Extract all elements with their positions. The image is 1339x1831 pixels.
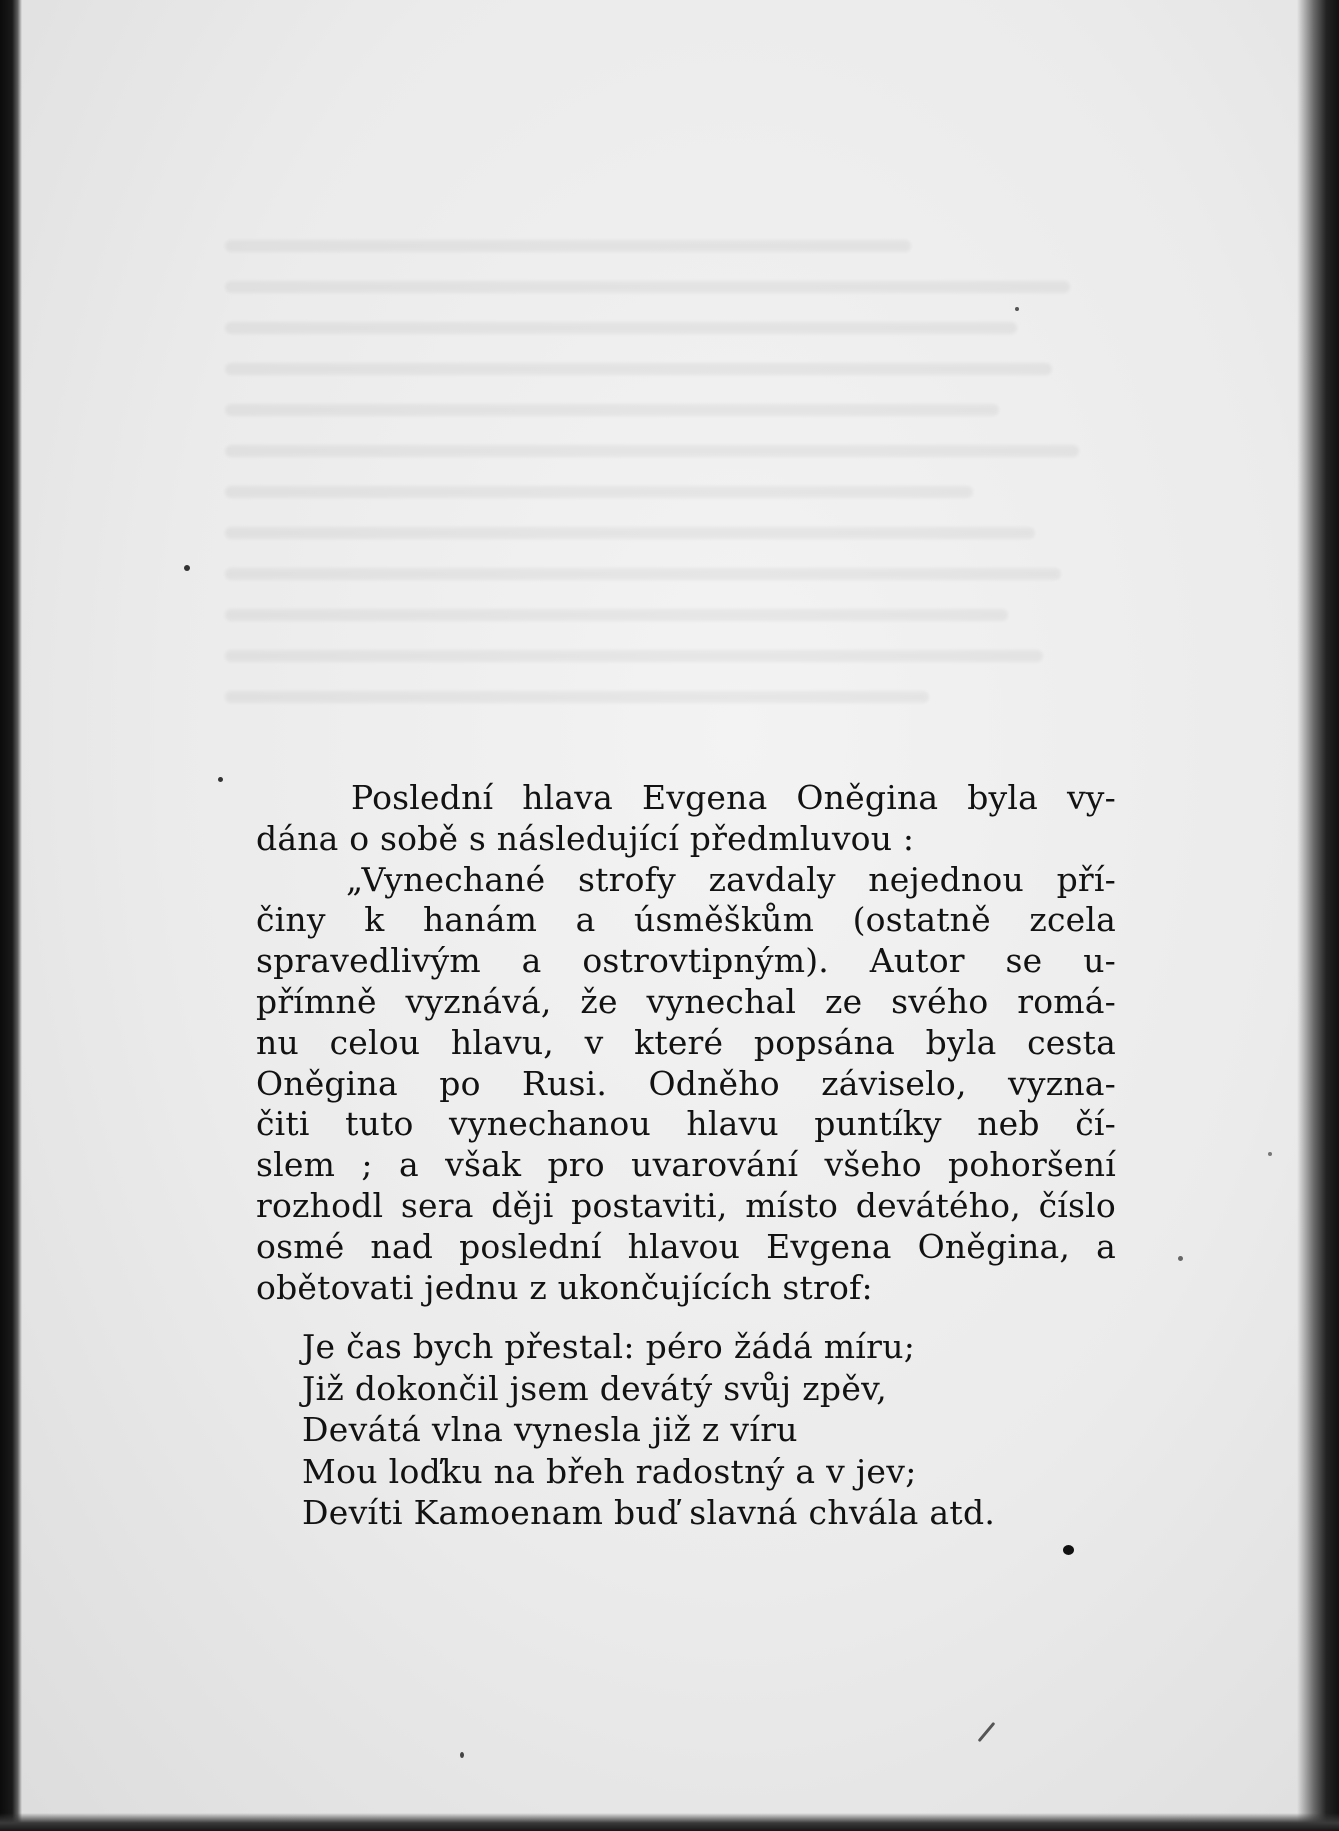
text-line: dána o sobě s následující předmluvou : [256, 818, 915, 858]
verse-line: Je čas bych přestal: péro žádá míru; [302, 1327, 916, 1366]
paragraph-preface [256, 860, 1116, 901]
text-line: čiti tuto vynechanou hlavu puntíky neb čí- [256, 1104, 1116, 1144]
text-line: Oněgina po Rusi. Odněho záviselo, vyzna- [256, 1063, 1116, 1103]
text-line: „Vynechané strofy zavdaly nejednou pří- [346, 859, 1116, 899]
page-bottom-edge-shadow [0, 1813, 1339, 1831]
text-line-row [256, 1268, 1116, 1309]
ink-speck [1178, 1256, 1183, 1261]
text-line: nu celou hlavu, v které popsána byla cesta [256, 1022, 1116, 1062]
text-line: osmé nad poslední hlavou Evgena Oněgina, a [256, 1226, 1116, 1266]
text-line-row [256, 982, 1116, 1023]
text-line-row [256, 900, 1116, 941]
text-line-row [256, 941, 1116, 982]
verse-line: Devátá vlna vynesla již z víru [302, 1410, 798, 1449]
text-line: spravedlivým a ostrovtipným). Autor se u- [256, 941, 1116, 981]
text-line-row [256, 1145, 1116, 1186]
body-text [256, 778, 1116, 1308]
verse-line: Mou loďku na břeh radostný a v jev; [302, 1451, 917, 1491]
ink-speck [1063, 1545, 1074, 1555]
paragraph-intro-end [256, 819, 1116, 860]
ink-speck [218, 777, 223, 782]
text-line: obětovati jednu z ukončujících strof: [256, 1267, 873, 1307]
ink-speck [460, 1752, 464, 1758]
text-line-row [256, 1186, 1116, 1227]
ink-speck [184, 565, 190, 571]
verse-line: Již dokončil jsem devátý svůj zpěv, [302, 1368, 888, 1408]
text-line: rozhodl sera ději postaviti, místo devátého, číslo [256, 1185, 1116, 1225]
ink-speck [1015, 307, 1019, 311]
text-line-row [256, 1104, 1116, 1145]
page-right-edge-shadow [1297, 0, 1339, 1831]
verse-line: Devíti Kamoenam buď slavná chvála atd. [302, 1493, 996, 1532]
text-line: slem ; a však pro uvarování všeho pohoršení [256, 1145, 1116, 1185]
text-line-row [256, 1023, 1116, 1064]
show-through-text [225, 240, 1105, 780]
verse-stanza [302, 1326, 995, 1534]
ink-speck [978, 1722, 996, 1742]
text-line-row [256, 1227, 1116, 1268]
text-line: činy k hanám a úsměškům (ostatně zcela [256, 900, 1116, 940]
text-line: Poslední hlava Evgena Oněgina byla vy- [351, 778, 1116, 817]
paragraph-intro [256, 778, 1116, 819]
page-left-edge-shadow [0, 0, 22, 1831]
text-line-row [256, 1064, 1116, 1105]
text-line: přímně vyznává, že vynechal ze svého romá- [256, 981, 1116, 1021]
ink-speck [1268, 1152, 1272, 1156]
